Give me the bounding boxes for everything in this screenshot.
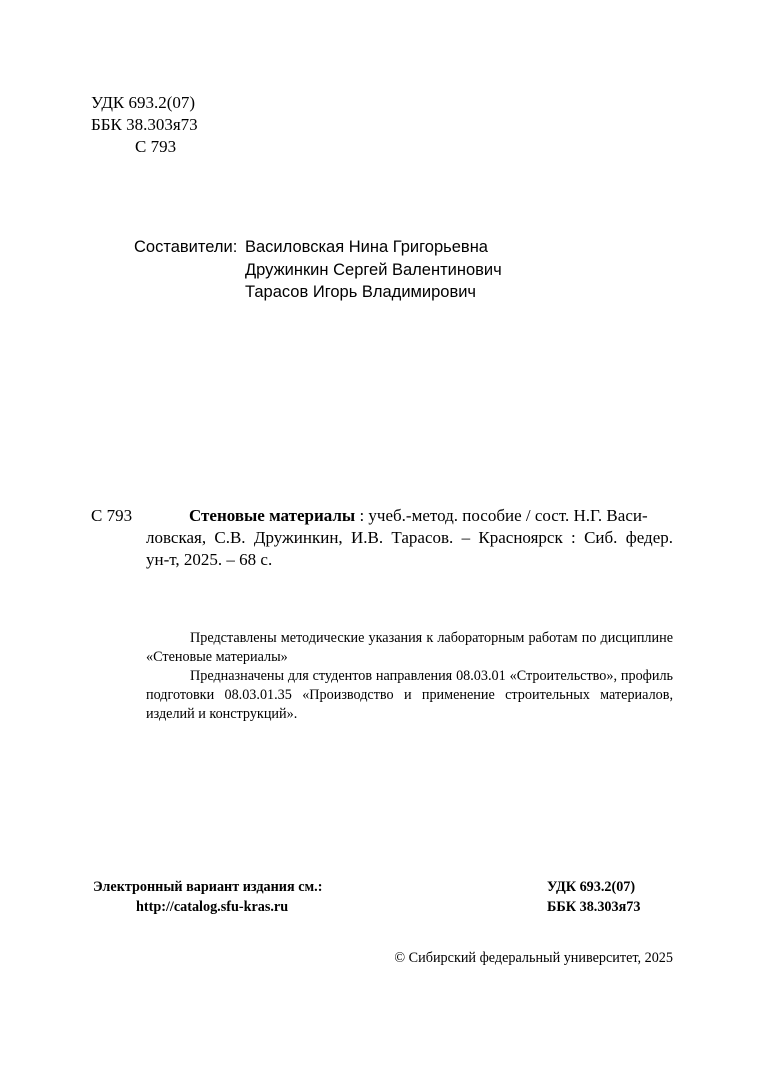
footer-classification-codes <box>547 877 640 917</box>
udk-code: УДК 693.2(07) <box>91 93 196 112</box>
electronic-version-note <box>93 877 353 917</box>
compilers-names <box>245 236 605 304</box>
footer-udk-code: УДК 693.2(07) <box>547 879 636 895</box>
annotation <box>146 629 673 724</box>
compiler-name: Тарасов Игорь Владимирович <box>245 283 477 301</box>
compilers-label: Составители: <box>134 238 238 256</box>
book-title: Стеновые материалы <box>189 506 356 525</box>
compiler-name: Василовская Нина Григорьевна <box>245 238 488 256</box>
catalog-link[interactable]: http://catalog.sfu-kras.ru <box>136 899 289 915</box>
bbk-code: ББК 38.303я73 <box>91 115 198 134</box>
annotation-paragraph: Предназначены для студентов направления 08.03.01 «Строительство», профиль подготовки 08.03.01.35 «Производство и применение строительных материалов, изделий и конструкций». <box>146 668 673 722</box>
record-line-3: ун-т, 2025. – 68 с. <box>146 550 273 569</box>
electronic-version-label: Электронный вариант издания см.: <box>93 879 323 895</box>
classification-codes <box>91 92 198 158</box>
author-mark: С 793 <box>135 137 177 156</box>
bibliographic-record <box>189 505 673 527</box>
record-author-mark: С 793 <box>91 506 133 525</box>
annotation-paragraph: Представлены методические указания к лабораторным работам по дисциплине «Стеновые материалы» <box>146 630 673 665</box>
bibliographic-record-continued <box>146 527 673 571</box>
compiler-name: Дружинкин Сергей Валентинович <box>245 260 502 279</box>
copyright-notice: © Сибирский федеральный университет, 2025 <box>394 950 673 966</box>
footer-bbk-code: ББК 38.303я73 <box>547 899 641 915</box>
record-line-2: ловская, С.В. Дружинкин, И.В. Тарасов. – Красноярск : Сиб. федер. <box>146 528 673 547</box>
record-line-1: : учеб.-метод. пособие / сост. Н.Г. Васи- <box>355 506 648 525</box>
